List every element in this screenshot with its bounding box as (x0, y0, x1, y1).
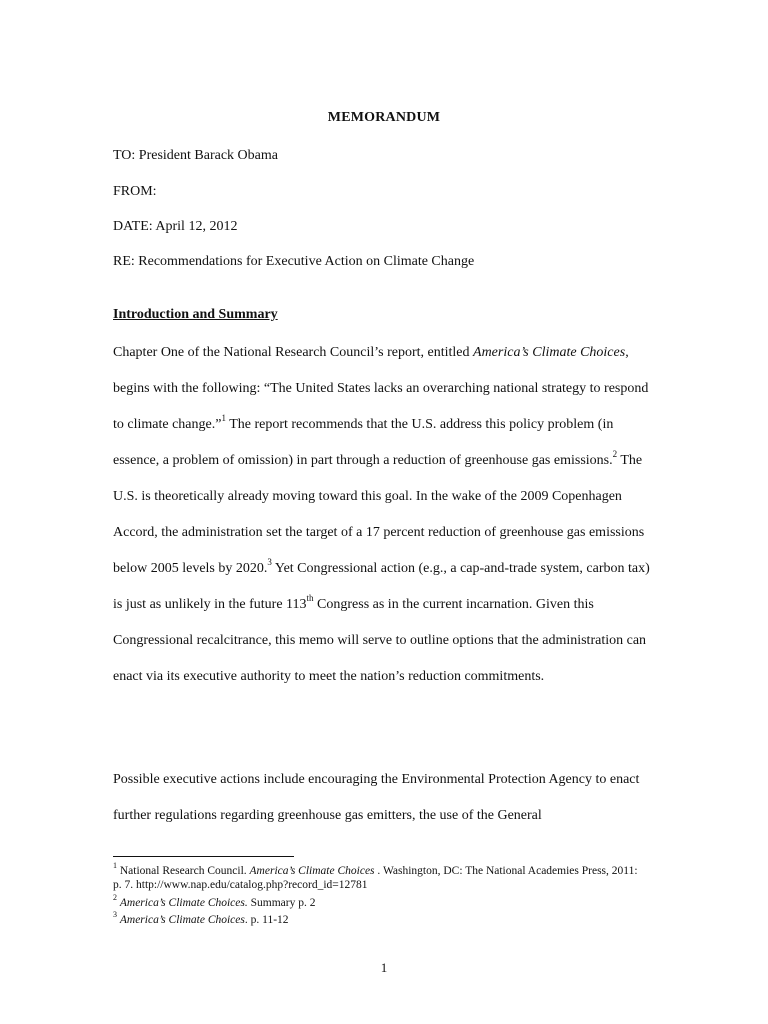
footnote-mark-1: 1 (113, 861, 117, 871)
memo-re: RE: Recommendations for Executive Action on Climate Change (113, 254, 475, 269)
footnote-ref-3[interactable]: 3 (267, 557, 272, 568)
memo-date: DATE: April 12, 2012 (113, 219, 238, 234)
footnote-1 (113, 861, 643, 892)
footnote-mark-2: 2 (113, 893, 117, 903)
intro-text-6: Congress as in the current incarnation. Given this Congressional recalcitrance, this memo will serve to outline options that the administration can enact via its executive authority to meet the nation’s reduction commitments. (113, 597, 647, 684)
footnote-2-title: America’s Climate Choices. (119, 897, 248, 909)
page-number: 1 (380, 960, 388, 975)
footnote-3-title: America’s Climate Choices (119, 914, 245, 926)
footnote-3 (113, 910, 643, 927)
footnote-ref-1[interactable]: 1 (221, 413, 226, 424)
intro-text-1: Chapter One of the National Research Council’s report, entitled (113, 345, 474, 360)
second-paragraph-text: Possible executive actions include encouraging the Environmental Protection Agency to enact further regulations regarding greenhouse gas emitters, the use of the General (113, 772, 640, 823)
ordinal-suffix: th (306, 593, 314, 604)
intro-text-3: The report recommends that the U.S. address this policy problem (in essence, a problem of omission) in part through a reduction of greenhouse gas emissions. (113, 417, 614, 468)
intro-text-2: , begins with the following: “The United States lacks an overarching national strategy to respond to climate change.” (113, 345, 649, 432)
footnote-1-post: . Washington, DC: The National Academies Press, 2011: p. 7. http://www.nap.edu/catalog.php?record_id=12781 (113, 865, 638, 891)
intro-paragraph (113, 335, 658, 695)
footnote-mark-3: 3 (113, 910, 117, 920)
footnote-1-pre: National Research Council. (119, 865, 250, 877)
book-title: America’s Climate Choices (473, 345, 626, 360)
intro-text-4: The U.S. is theoretically already moving toward this goal. In the wake of the 2009 Copenhagen Accord, the administration set the target of a 17 percent reduction of greenhouse gas emissions below 2005 levels by 2020. (113, 453, 645, 576)
footnote-3-post: . p. 11-12 (244, 914, 289, 926)
footnote-2 (113, 893, 643, 910)
section-heading: Introduction and Summary (113, 307, 278, 322)
footnote-divider (113, 856, 294, 857)
footnote-ref-2[interactable]: 2 (612, 449, 618, 460)
footnote-2-post: Summary p. 2 (247, 897, 316, 909)
memo-from: FROM: (113, 184, 157, 199)
footnote-1-title: America’s Climate Choices (249, 865, 375, 877)
memo-to: TO: President Barack Obama (113, 148, 278, 163)
memo-title: MEMORANDUM (327, 110, 441, 125)
second-paragraph (113, 762, 658, 834)
intro-text-5: Yet Congressional action (e.g., a cap-and-trade system, carbon tax) is just as unlikely in the future 113 (113, 561, 650, 612)
